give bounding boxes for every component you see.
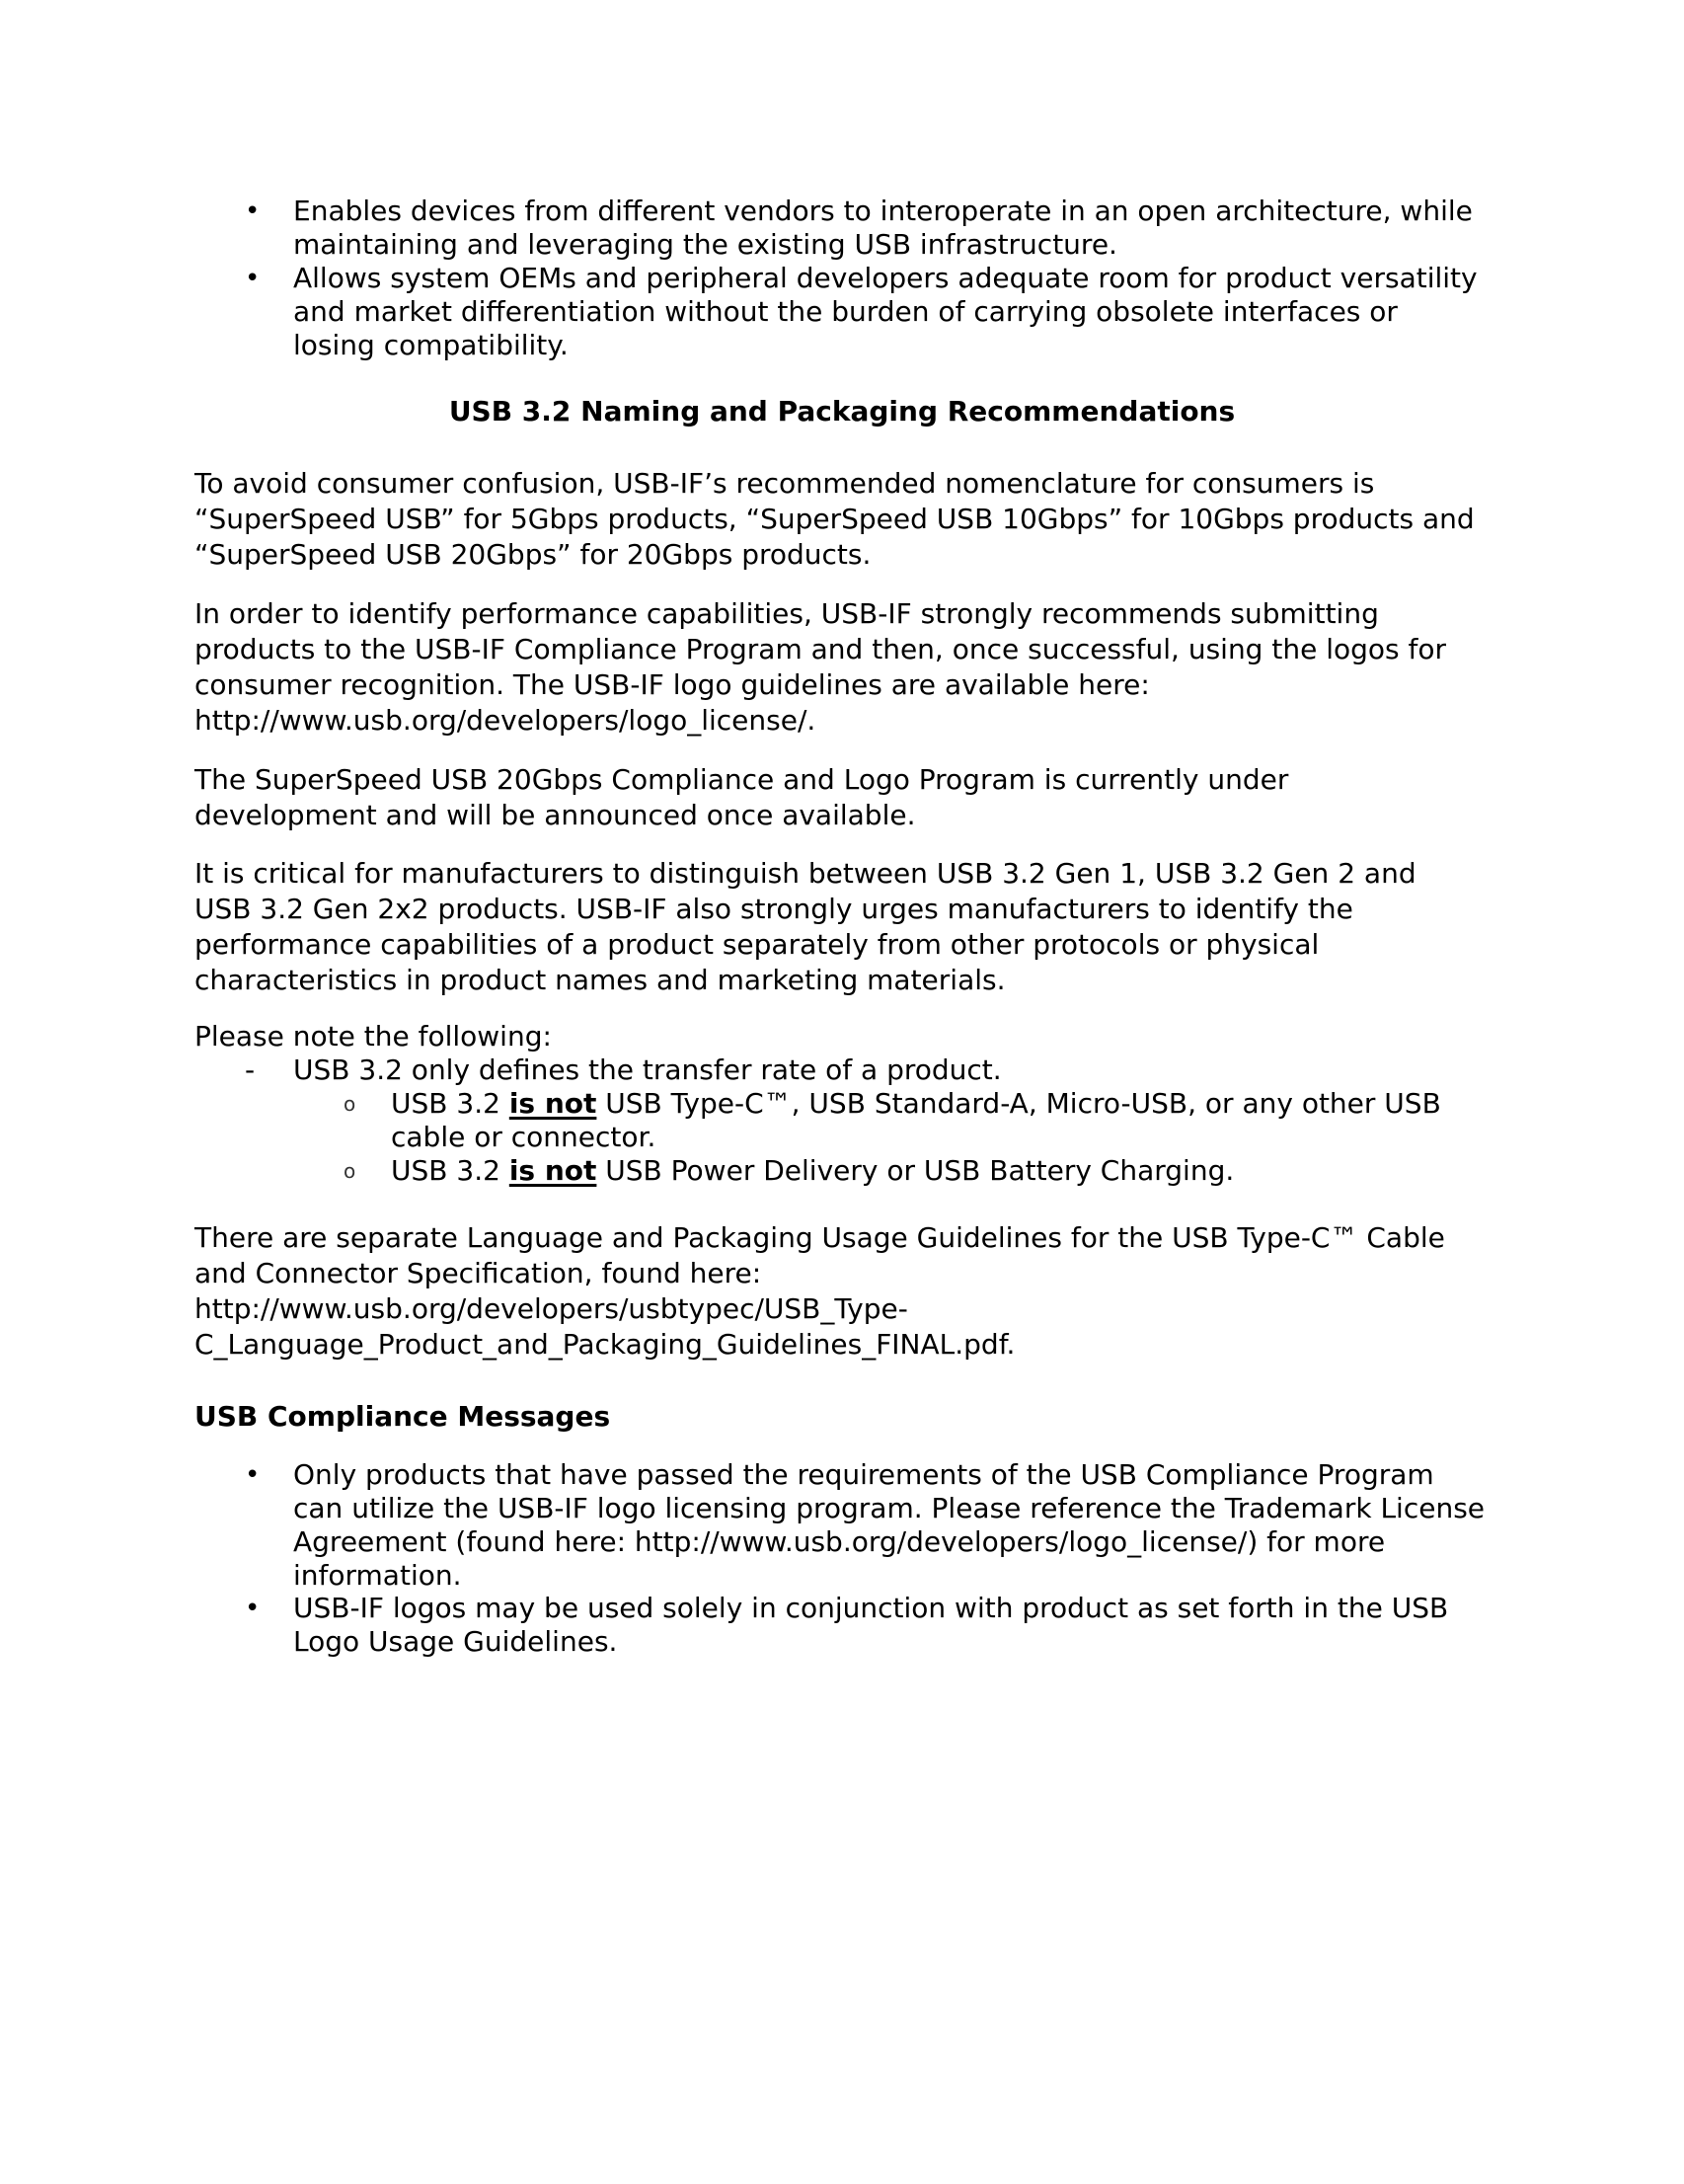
sub-item-prefix: USB 3.2 <box>391 1154 509 1187</box>
compliance-bullet-1: Only products that have passed the requirements of the USB Compliance Program can utilize the USB-IF logo licensing program. Please reference the Trademark License Agreement (found here: http://www.usb.org/developers/logo_license/) for more information. <box>293 1458 1486 1592</box>
circle-bullet-icon: o <box>344 1092 356 1116</box>
paragraph-compliance-program: In order to identify performance capabilities, USB-IF strongly recommends submitting products to the USB-IF Compliance Program and then, once successful, using the logos for consumer recognition. The USB-IF logo guidelines are available here: http://www.usb.org/developers/logo_license/. <box>194 597 1447 737</box>
section-heading-naming: USB 3.2 Naming and Packaging Recommendations <box>448 395 1236 428</box>
emphasis-is-not: is not <box>508 1087 597 1120</box>
dash-marker: - <box>245 1053 256 1086</box>
bullet-icon: • <box>245 264 261 293</box>
section-heading-compliance: USB Compliance Messages <box>194 1400 611 1433</box>
sub-item-not-power-delivery <box>391 1154 1487 1188</box>
sub-item-suffix: USB Type-C™, USB Standard-A, Micro-USB, or any other USB cable or connector. <box>391 1087 1441 1153</box>
circle-bullet-icon: o <box>344 1159 356 1183</box>
intro-bullet-1: Enables devices from different vendors to interoperate in an open architecture, while maintaining and leveraging the existing USB infrastructure. <box>293 195 1473 261</box>
paragraph-nomenclature: To avoid consumer confusion, USB-IF’s recommended nomenclature for consumers is “SuperSpeed USB” for 5Gbps products, “SuperSpeed USB 10Gbps” for 10Gbps products and “SuperSpeed USB 20Gbps” for 20Gbps products. <box>194 467 1475 571</box>
compliance-bullet-2: USB-IF logos may be used solely in conjunction with product as set forth in the USB Logo Usage Guidelines. <box>293 1592 1449 1658</box>
bullet-icon: • <box>245 196 261 226</box>
typec-url-line-2[interactable]: C_Language_Product_and_Packaging_Guidelines_FINAL.pdf. <box>194 1328 1016 1361</box>
typec-url-line-1[interactable]: http://www.usb.org/developers/usbtypec/USB_Type- <box>194 1292 908 1325</box>
note-intro: Please note the following: <box>194 1020 552 1053</box>
paragraph-typec-guidelines: There are separate Language and Packaging Usage Guidelines for the USB Type-C™ Cable and Connector Specification, found here: <box>194 1221 1445 1289</box>
bullet-icon: • <box>245 1594 261 1623</box>
sub-item-prefix: USB 3.2 <box>391 1087 509 1120</box>
paragraph-20gbps-program: The SuperSpeed USB 20Gbps Compliance and Logo Program is currently under development and will be announced once available. <box>194 763 1289 831</box>
bullet-icon: • <box>245 1460 261 1490</box>
paragraph-distinguish-gens: It is critical for manufacturers to distinguish between USB 3.2 Gen 1, USB 3.2 Gen 2 and USB 3.2 Gen 2x2 products. USB-IF also strongly urges manufacturers to identify the performance capabilities of a product separately from other protocols or physical characteristics in product names and marketing materials. <box>194 857 1416 996</box>
intro-bullet-2: Allows system OEMs and peripheral developers adequate room for product versatility and market differentiation without the burden of carrying obsolete interfaces or losing compatibility. <box>293 262 1478 361</box>
sub-item-not-connector <box>391 1087 1487 1154</box>
emphasis-is-not: is not <box>508 1154 597 1187</box>
sub-item-suffix: USB Power Delivery or USB Battery Charging. <box>596 1154 1235 1187</box>
note-item: USB 3.2 only defines the transfer rate of a product. <box>293 1053 1002 1086</box>
